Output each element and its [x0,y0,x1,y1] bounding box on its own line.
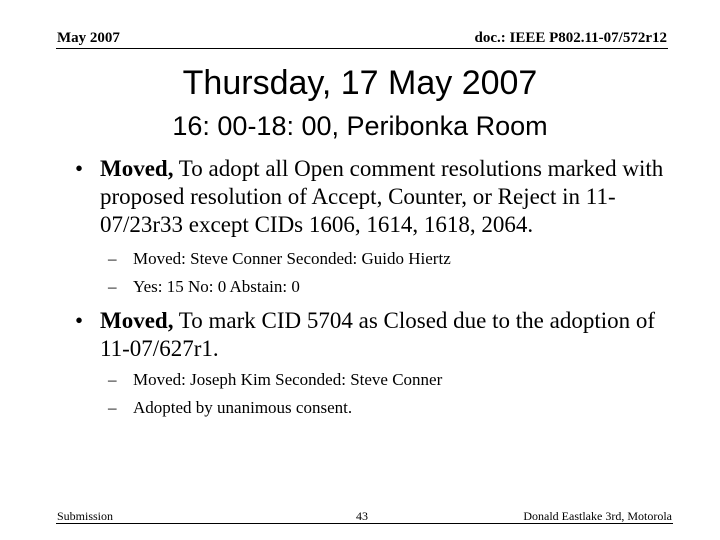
footer-author: Donald Eastlake 3rd, Motorola [523,509,672,523]
slide-subtitle: 16: 00-18: 00, Peribonka Room [172,111,548,141]
bullet-text [100,307,685,363]
sub-marker: – [108,398,117,417]
footer-submission: Submission [57,509,114,523]
bullet-1 [75,155,685,239]
bullet-body: To mark CID 5704 as Closed due to the adoption of 11-07/627r1. [100,308,656,361]
bullet-2 [75,307,685,363]
sub-text: Yes: 15 No: 0 Abstain: 0 [133,277,300,296]
footer-rule [56,523,673,524]
sub-marker: – [108,249,117,268]
header-date: May 2007 [57,30,120,46]
bullet-lead: Moved, [100,156,174,181]
bullet-marker: • [75,308,84,333]
sub-item [108,370,442,390]
sub-item [108,249,451,269]
sub-text: Adopted by unanimous consent. [133,398,353,417]
slide-title: Thursday, 17 May 2007 [182,64,538,102]
bullet-text [100,155,685,239]
bullet-body: To adopt all Open comment resolutions marked with proposed resolution of Accept, Counter, or Reject in 11-07/23r33 except CIDs 1606, 1614, 1618, 2064. [100,156,664,237]
sub-marker: – [108,277,117,296]
sub-item [108,398,352,418]
sub-marker: – [108,370,117,389]
bullet-lead: Moved, [100,308,174,333]
sub-item [108,277,300,297]
header-rule [56,48,668,49]
header-doc-id: doc.: IEEE P802.11-07/572r12 [474,30,667,46]
sub-text: Moved: Steve Conner Seconded: Guido Hiertz [133,249,451,268]
bullet-marker: • [75,156,84,181]
footer-page-number: 43 [356,509,368,523]
sub-text: Moved: Joseph Kim Seconded: Steve Conner [133,370,443,389]
